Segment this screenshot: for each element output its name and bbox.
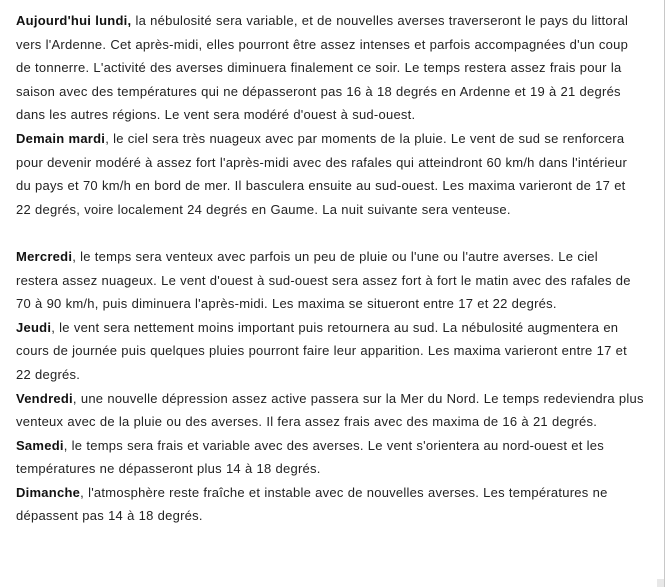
paragraph-spacer xyxy=(16,221,664,245)
forecast-paragraph-tuesday xyxy=(16,127,644,221)
day-label-sunday: Dimanche xyxy=(16,484,81,500)
forecast-text-wednesday: , le temps sera venteux avec parfois un peu de pluie ou l'une ou l'autre averses. Le ciel restera assez nuageux. Le vent d'ouest à sud-ouest sera assez fort à fort le matin avec des rafales de 70 à 90 km/h, puis diminuera l'après-midi. Les maxima se situeront entre 17 et 22 degrés. xyxy=(16,248,631,312)
forecast-text-saturday: , le temps sera frais et variable avec des averses. Le vent s'orientera au nord-ouest et les températures ne dépasseront plus 14 à 18 degrés. xyxy=(16,437,605,477)
day-label-friday: Vendredi xyxy=(16,390,73,406)
day-label-thursday: Jeudi xyxy=(16,319,52,335)
forecast-text-monday: la nébulosité sera variable, et de nouvelles averses traverseront le pays du littoral vers l'Ardenne. Cet après-midi, elles pourront être assez intenses et parfois accompagnées d'un coup de tonnerre. L'activité des averses diminuera finalement ce soir. Le temps restera assez frais pour la saison avec des températures qui ne dépasseront pas 16 à 18 degrés en Ardenne et 19 à 21 degrés dans les autres régions. Le vent sera modéré d'ouest à sud-ouest. xyxy=(16,13,629,123)
forecast-paragraph-thursday xyxy=(16,316,644,387)
scrollbar-corner xyxy=(657,579,664,587)
forecast-paragraph-wednesday xyxy=(16,245,644,316)
day-label-tuesday: Demain mardi xyxy=(16,130,106,146)
forecast-paragraph-monday xyxy=(16,9,644,127)
forecast-text-friday: , une nouvelle dépression assez active passera sur la Mer du Nord. Le temps redeviendra plus venteux avec de la pluie ou des averses. Il fera assez frais avec des maxima de 16 à 21 degrés. xyxy=(16,390,644,430)
forecast-paragraph-sunday xyxy=(16,481,644,528)
forecast-text-sunday: , l'atmosphère reste fraîche et instable avec de nouvelles averses. Les températures ne dépassent pas 14 à 18 degrés. xyxy=(16,484,608,524)
day-label-wednesday: Mercredi xyxy=(16,248,73,264)
forecast-paragraph-saturday xyxy=(16,434,644,481)
day-label-monday: Aujourd'hui lundi, xyxy=(16,13,132,28)
day-label-saturday: Samedi xyxy=(16,437,64,453)
forecast-text-tuesday: , le ciel sera très nuageux avec par moments de la pluie. Le vent de sud se renforcera pour devenir modéré à assez fort l'après-midi avec des rafales qui atteindront 60 km/h dans l'intérieur du pays et 70 km/h en bord de mer. Il basculera ensuite au sud-ouest. Les maxima varieront de 17 et 22 degrés, voire localement 24 degrés en Gaume. La nuit suivante sera venteuse. xyxy=(16,130,628,217)
forecast-paragraph-friday xyxy=(16,387,644,434)
forecast-text-thursday: , le vent sera nettement moins important puis retournera au sud. La nébulosité augmentera en cours de journée puis quelques pluies pourront faire leur apparition. Les maxima varieront entre 17 et 22 degrés. xyxy=(16,319,627,382)
